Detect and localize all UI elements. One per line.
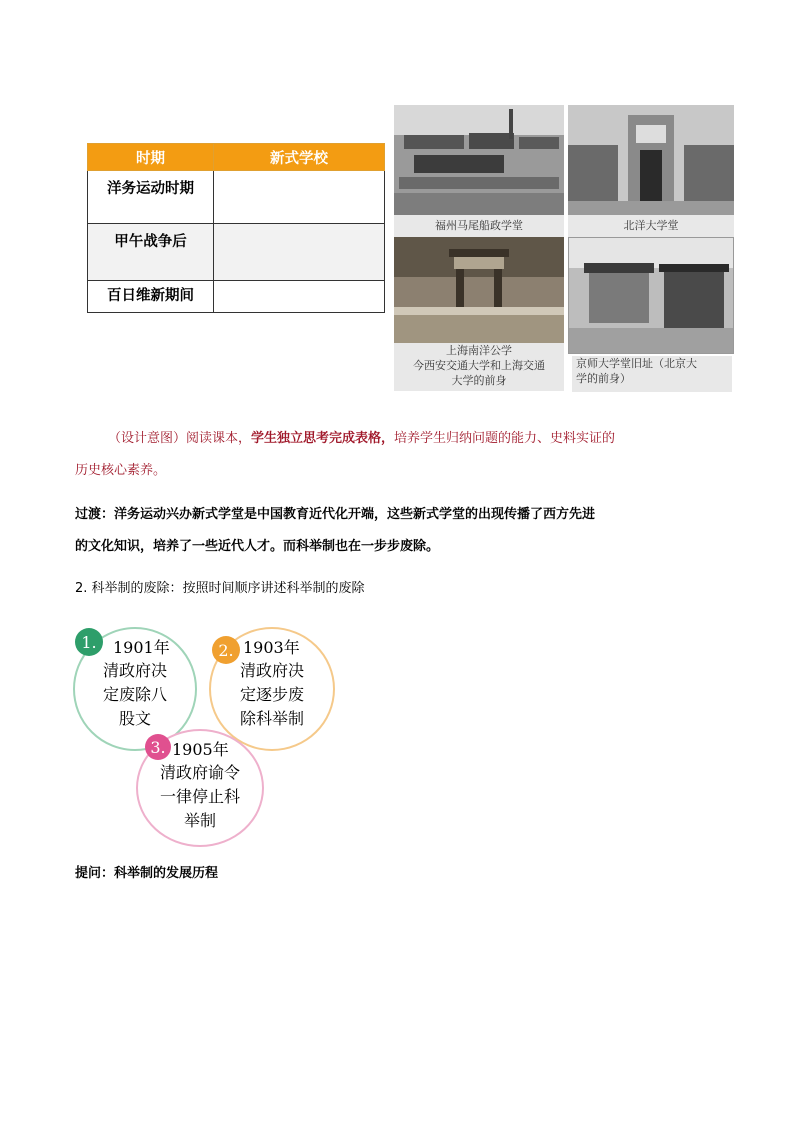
period-cell: 洋务运动时期 [88, 171, 214, 224]
school-cell[interactable] [214, 281, 385, 313]
event-line: 股文 [118, 709, 151, 728]
photo-nanyang [394, 237, 564, 343]
question-text: 提问：科举制的发展历程 [75, 866, 219, 881]
header-school: 新式学校 [214, 144, 385, 171]
event-line: 举制 [183, 811, 216, 830]
transition-label: 过渡： [75, 507, 115, 522]
intent-part3: 培养学生归纳问题的能力、史料实证的 [394, 431, 616, 446]
design-intent-paragraph [75, 423, 725, 487]
caption-beiyang: 北洋大学堂 [568, 215, 734, 237]
section2-title: 2. 科举制的废除：按照时间顺序讲述科举制的废除 [75, 581, 365, 596]
caption-mawei: 福州马尾船政学堂 [394, 215, 564, 237]
year-label: 1905年 [172, 740, 229, 759]
event-text [89, 659, 181, 731]
event-line: 定逐步废 [239, 685, 304, 704]
photo-nanyang-image [394, 237, 564, 343]
transition-line2: 的文化知识，培养了一些近代人才。而科举制也在一步步废除。 [75, 539, 440, 554]
caption-line: 大学的前身 [451, 374, 507, 387]
photo-jingshi [568, 237, 734, 354]
event-line: 定废除八 [102, 685, 167, 704]
period-cell: 甲午战争后 [88, 224, 214, 281]
event-line: 清政府决 [102, 661, 167, 680]
event-line: 除科举制 [239, 709, 304, 728]
header-period: 时期 [88, 144, 214, 171]
transition-line1: 洋务运动兴办新式学堂是中国教育近代化开端，这些新式学堂的出现传播了西方先进 [114, 507, 596, 522]
table-row [88, 281, 385, 313]
new-schools-table [87, 143, 385, 313]
event-text [225, 659, 319, 731]
table-row [88, 171, 385, 224]
intent-part1: （设计意图）阅读课本， [108, 431, 252, 446]
intent-part4: 历史核心素养。 [75, 463, 167, 478]
photo-mawei-school [394, 105, 564, 215]
year-label: 1903年 [243, 638, 300, 657]
photo-mawei-image [394, 105, 564, 215]
caption-line: 上海南洋公学 [446, 344, 512, 357]
caption-line: 学的前身） [576, 372, 631, 385]
school-cell[interactable] [214, 224, 385, 281]
event-line: 一律停止科 [159, 787, 240, 806]
year-label: 1901年 [113, 638, 170, 657]
caption-line: 今西安交通大学和上海交通 [413, 359, 545, 372]
step-2-badge: 2. [212, 636, 240, 664]
table-row [88, 224, 385, 281]
caption-line: 京师大学堂旧址（北京大 [576, 357, 697, 370]
period-cell: 百日维新期间 [88, 281, 214, 313]
step-1-badge: 1. [75, 628, 103, 656]
event-line: 清政府决 [239, 661, 304, 680]
photo-beiyang-image [568, 105, 734, 215]
intent-part2: 学生独立思考完成表格， [251, 431, 395, 446]
step-3-badge: 3. [145, 734, 171, 760]
event-line: 清政府谕令 [159, 763, 240, 782]
transition-paragraph [75, 499, 725, 563]
caption-nanyang [394, 343, 564, 391]
event-text [144, 761, 256, 833]
photo-beiyang [568, 105, 734, 215]
school-cell[interactable] [214, 171, 385, 224]
photo-jingshi-image [569, 238, 733, 353]
caption-jingshi [572, 356, 732, 392]
